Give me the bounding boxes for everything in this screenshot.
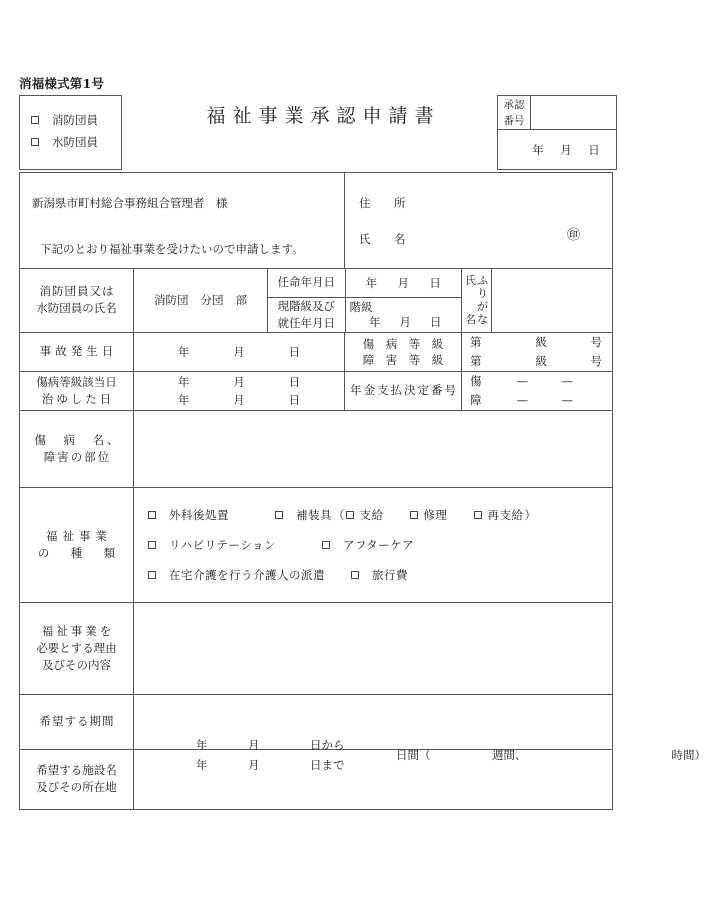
period-from-day: 日から	[310, 737, 345, 752]
appointment-month: 月	[397, 275, 409, 290]
name-furigana-label	[462, 269, 492, 333]
injury-grade-line1	[462, 333, 612, 352]
service-type-label	[20, 487, 134, 602]
period-from-month: 月	[248, 737, 260, 752]
approval-number-label-line1: 承認	[503, 99, 525, 111]
service-option-travel-cost-label: 旅行費	[372, 567, 408, 582]
accident-month: 月	[233, 344, 245, 359]
table-row-service-type	[20, 487, 613, 602]
pension-number-label: 年金支払決定番号	[345, 371, 462, 410]
table-row-accident	[20, 332, 613, 371]
period-from-year: 年	[196, 737, 208, 752]
applicant-name-label: 氏 名	[359, 232, 412, 246]
name-vert-char-2: 名	[465, 313, 476, 327]
addressee-statement: 下記のとおり福祉事業を受けたいので申請します。	[40, 242, 304, 256]
addressee-to: 新潟県市町村総合事務組合管理者 様	[32, 196, 228, 210]
pension-line2	[462, 391, 612, 410]
name-vert-char-1: 氏	[465, 274, 476, 288]
grade1-kyu: 級	[535, 334, 548, 349]
approval-number-box	[497, 95, 617, 170]
appointment-date-label: 任命年月日	[268, 269, 345, 297]
service-suboption-supply[interactable]	[346, 500, 384, 530]
table-row-addressee	[20, 173, 613, 269]
table-row-member-name	[20, 269, 613, 333]
pension-prefix-1: 傷	[470, 373, 482, 388]
service-option-prosthetic-label: 補装具	[296, 507, 332, 522]
member-unit-bu: 部	[235, 293, 247, 308]
grade1-go: 号	[590, 334, 603, 349]
furigana-vert-char-3: が	[477, 300, 488, 314]
period-duration	[396, 745, 716, 765]
member-name-label	[20, 269, 134, 333]
period-label: 希望する期間	[20, 694, 134, 749]
dates2-line2	[134, 391, 344, 409]
dates2-day-1: 日	[288, 374, 301, 389]
duration-days: 日間（	[396, 747, 431, 762]
grade2-kyu: 級	[535, 353, 548, 368]
form-number: 消福様式第1号	[19, 76, 105, 91]
service-option-home-care[interactable]	[148, 560, 325, 590]
service-suboption-repair[interactable]	[410, 500, 448, 530]
furigana-vertical-label	[477, 270, 488, 330]
duration-hours: 時間）	[671, 747, 706, 762]
checkbox-icon[interactable]	[148, 541, 156, 549]
service-option-travel-cost[interactable]	[351, 560, 408, 590]
member-type-option-2[interactable]	[31, 134, 98, 150]
dates2-line1	[134, 373, 344, 391]
service-suboption-supply-label: 支給	[359, 507, 384, 522]
dates2-value[interactable]	[134, 371, 345, 410]
table-row-period	[20, 694, 613, 749]
member-type-box	[19, 95, 122, 170]
period-to-month: 月	[248, 757, 260, 772]
grade2-go: 号	[590, 353, 603, 368]
member-type-option-1[interactable]	[31, 112, 98, 128]
current-rank-label-line2: 就任年月日	[277, 315, 335, 330]
injury-name-label	[20, 410, 134, 487]
applicant-address-row[interactable]	[359, 195, 412, 211]
table-row-reason	[20, 602, 613, 694]
reason-label	[20, 602, 134, 694]
approval-date-field[interactable]	[498, 130, 616, 169]
grade2-dai: 第	[470, 353, 482, 368]
dates2-day-2: 日	[288, 392, 301, 407]
period-from	[196, 735, 380, 755]
pension-number-value[interactable]	[462, 371, 613, 410]
approval-number-value[interactable]	[531, 96, 616, 130]
member-type-label-1: 消防団員	[52, 113, 98, 127]
accident-date-value[interactable]	[134, 332, 345, 371]
member-name-label-line1: 消防団員又は	[39, 284, 115, 299]
service-suboption-repair-label: 修理	[423, 507, 448, 522]
injury-name-label-line1: 傷 病 名、	[34, 432, 122, 447]
rank-day: 日	[430, 315, 442, 329]
reason-label-line1: 福祉事業を	[41, 623, 115, 638]
close-paren: ）	[524, 507, 536, 522]
appointment-year: 年	[365, 275, 378, 290]
accident-date-label: 事故発生日	[20, 332, 134, 371]
dates2-label-line1: 傷病等級該当日	[36, 374, 117, 389]
current-rank-label-line1: 現階級及び	[277, 298, 335, 313]
approval-number-label	[498, 96, 531, 130]
checkbox-icon[interactable]	[322, 541, 330, 549]
pension-line1	[462, 372, 612, 391]
rank-word: 階級	[349, 300, 373, 314]
seal-icon: ㊞	[567, 228, 581, 243]
accident-year: 年	[177, 344, 190, 359]
pension-dash-1b: —	[561, 373, 573, 388]
dates2-month-1: 月	[233, 374, 245, 389]
facility-label-line2: 及びその所在地	[36, 780, 117, 794]
reason-label-line3: 及びその内容	[42, 657, 111, 672]
checkbox-icon[interactable]	[351, 571, 359, 579]
appointment-day: 日	[429, 275, 441, 290]
member-type-label-2: 水防団員	[52, 135, 98, 149]
period-dates	[196, 735, 380, 775]
service-type-label-line2: の 種 類	[37, 545, 121, 560]
furigana-vert-char-2: り	[477, 287, 488, 301]
facility-label	[20, 749, 134, 809]
name-vertical-label	[465, 270, 476, 330]
current-rank-value[interactable]	[345, 297, 461, 332]
checkbox-icon[interactable]	[148, 571, 156, 579]
checkbox-icon[interactable]	[31, 138, 39, 146]
member-unit-cell[interactable]	[134, 269, 268, 333]
dates2-month-2: 月	[233, 392, 245, 407]
injury-name-label-line2: 障害の部位	[43, 449, 112, 464]
member-unit-bundan: 分団	[200, 293, 224, 308]
appointment-date-row	[268, 269, 461, 297]
dates2-year-1: 年	[177, 374, 190, 389]
approval-date-day: 日	[588, 142, 600, 157]
service-suboption-resupply[interactable]	[474, 500, 524, 530]
service-option-aftercare[interactable]	[322, 530, 414, 560]
open-paren: （	[333, 507, 345, 522]
service-option-home-care-label: 在宅介護を行う介護人の派遣	[169, 567, 325, 582]
page-title: 福祉事業承認申請書	[206, 105, 441, 127]
checkbox-icon[interactable]	[31, 116, 39, 124]
service-option-surgery-label: 外科後処置	[169, 507, 229, 522]
checkbox-icon[interactable]	[474, 511, 482, 519]
service-option-prosthetic[interactable]	[275, 500, 332, 530]
checkbox-icon[interactable]	[346, 511, 354, 519]
injury-name-value[interactable]	[134, 410, 613, 487]
service-option-rehabilitation[interactable]	[148, 530, 276, 560]
injury-grade-label-line2: 障 害 等 級	[362, 352, 444, 367]
table-row-dates2	[20, 371, 613, 410]
rank-year: 年	[369, 315, 381, 329]
approval-date-year: 年	[532, 142, 544, 157]
pension-dash-2b: —	[561, 392, 573, 407]
appointment-date-value[interactable]	[345, 269, 461, 297]
injury-grade-label-line1: 傷 病 等 級	[362, 336, 444, 351]
member-name-value[interactable]	[492, 269, 613, 333]
pension-dash-1a: —	[516, 373, 529, 388]
current-rank-row	[268, 297, 461, 332]
period-to-year: 年	[196, 757, 208, 772]
furigana-vert-char-4: な	[477, 313, 488, 327]
checkbox-icon[interactable]	[148, 511, 156, 519]
service-option-rehabilitation-label: リハビリテーション	[169, 537, 276, 552]
dates2-year-2: 年	[177, 392, 190, 407]
appointment-rank-group	[268, 269, 462, 333]
injury-grade-value[interactable]	[462, 332, 613, 371]
pension-prefix-2: 障	[470, 392, 482, 407]
facility-label-line1: 希望する施設名	[36, 763, 117, 777]
service-type-options	[134, 487, 613, 602]
service-type-label-line1: 福祉事業	[46, 528, 112, 543]
duration-weeks: 週間、	[492, 747, 527, 762]
approval-number-label-line2: 番号	[503, 115, 525, 127]
applicant-address-label: 住 所	[359, 196, 412, 210]
rank-month: 月	[399, 315, 411, 329]
service-option-aftercare-label: アフターケア	[342, 537, 415, 552]
injury-grade-line2	[462, 352, 612, 371]
applicant-cell	[345, 173, 613, 269]
injury-grade-label	[345, 332, 462, 371]
service-type-row-2	[148, 530, 612, 560]
current-rank-label	[268, 297, 345, 332]
application-table	[19, 172, 706, 810]
member-name-label-line2: 水防団員の氏名	[36, 301, 117, 316]
period-to-day: 日まで	[310, 757, 345, 772]
reason-label-line2: 必要とする理由	[36, 640, 117, 655]
reason-value[interactable]	[134, 602, 613, 694]
dates2-label-line2: 治ゆした日	[41, 391, 115, 406]
applicant-name-row[interactable]	[359, 231, 412, 247]
service-option-surgery[interactable]	[148, 500, 229, 530]
checkbox-icon[interactable]	[275, 511, 283, 519]
service-type-row-1	[148, 500, 612, 530]
service-type-row-3	[148, 560, 612, 590]
service-suboption-resupply-label: 再支給	[487, 507, 524, 522]
table-row-injury-name	[20, 410, 613, 487]
pension-dash-2a: —	[516, 392, 529, 407]
dates2-label	[20, 371, 134, 410]
period-value[interactable]	[134, 694, 706, 772]
member-unit-dan: 消防団	[154, 293, 189, 308]
approval-date-month: 月	[560, 142, 572, 157]
period-to	[196, 755, 380, 775]
furigana-vert-char-1: ふ	[477, 274, 488, 288]
checkbox-icon[interactable]	[410, 511, 418, 519]
accident-day: 日	[288, 344, 301, 359]
addressee-cell	[20, 173, 345, 269]
grade1-dai: 第	[470, 334, 482, 349]
